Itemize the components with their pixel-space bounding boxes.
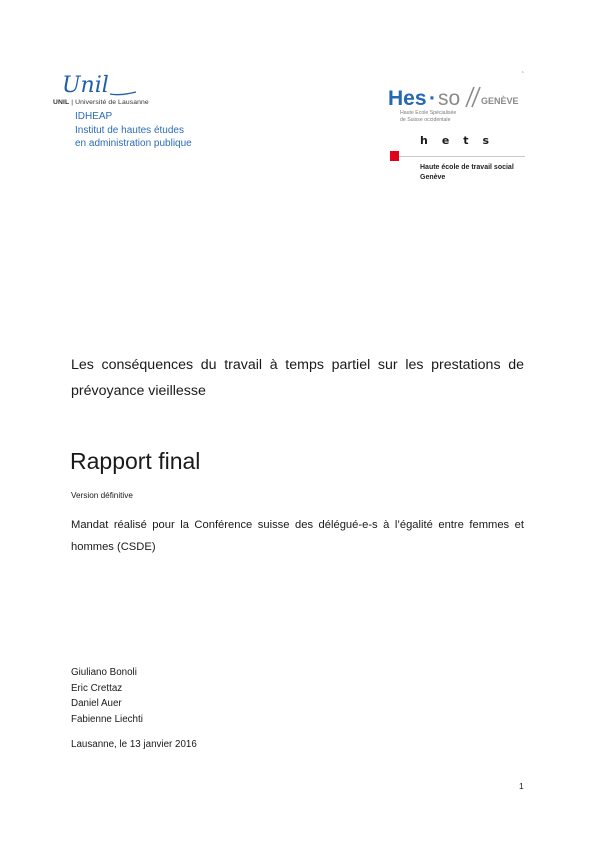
unil-subline: UNIL | Université de Lausanne: [53, 99, 149, 106]
report-subject: Les conséquences du travail à temps partiel sur les prestations de prévoyance vieillesse: [71, 357, 524, 399]
author-name: Daniel Auer: [71, 698, 122, 709]
author-list: [71, 665, 143, 727]
hets-wordmark: hets: [420, 134, 504, 147]
page-number: 1: [519, 781, 524, 791]
author-name: Eric Crettaz: [71, 682, 123, 694]
author-name: Fabienne Liechti: [71, 713, 143, 725]
hes-so-mark-geneve: GENÈVE: [481, 96, 519, 106]
hets-name: Haute école de travail social Genève: [420, 164, 514, 181]
idheap-name: [75, 110, 192, 151]
hes-so-mark-dot: ·: [429, 87, 436, 110]
author-name: Giuliano Bonoli: [71, 667, 137, 678]
report-title: Rapport final: [70, 448, 201, 474]
hes-so-subline: Haute Ecole Spécialisée de Suisse occidentale: [400, 110, 457, 123]
hes-so-mark-so: so: [438, 87, 461, 110]
hets-divider: [399, 156, 525, 157]
hes-so-logo: [386, 84, 526, 112]
hes-so-mark-hes: Hes: [388, 87, 427, 110]
mandate-statement: Mandat réalisé pour la Conférence suisse des délégué-e-s à l’égalité entre femmes et hommes (CSDE): [71, 519, 524, 553]
idheap-line: IDHEAP: [75, 111, 113, 122]
hets-red-bar: [390, 151, 399, 161]
unil-logo-mark: Unil: [62, 73, 109, 98]
idheap-line: en administration publique: [75, 138, 192, 149]
unil-logo: [60, 70, 140, 102]
corner-mark: ‘: [522, 70, 524, 79]
place-date: Lausanne, le 13 janvier 2016: [71, 739, 197, 750]
version-note: Version définitive: [71, 491, 133, 500]
idheap-line: Institut de hautes études: [75, 124, 184, 136]
